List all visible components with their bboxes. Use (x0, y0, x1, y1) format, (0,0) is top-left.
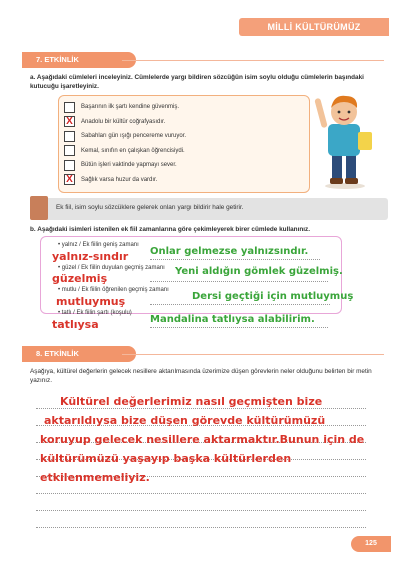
options-list (64, 100, 304, 187)
page-number: 125 (351, 536, 391, 552)
option-text: Sağlık varsa huzur da vardır. (81, 176, 158, 183)
activity7-instruction-a: a. Aşağıdaki cümleleri inceleyiniz. Cümlelerde yargı bildiren sözcüğün isim soylu olduğu cümlelerin başındaki kutucuğu işaretleyiniz. (30, 74, 364, 90)
option-text: Başarının ilk şartı kendine güvenmiş. (81, 104, 180, 111)
option-checkbox[interactable] (64, 145, 75, 156)
item-word: tatlıysa (52, 318, 99, 331)
answer-line-text: aktarıldıysa bize düşen görevde kültürümüzü (44, 414, 326, 427)
activity8-instruction: Aşağıya, kültürel değerlerin gelecek nesillere aktarılmasında üzerimize düşen görevlerin neler olduğunu belirten bir metin yazınız. (30, 368, 372, 384)
child-illustration (310, 90, 380, 190)
info-icon (30, 196, 48, 220)
option-checkbox[interactable] (64, 131, 75, 142)
activity8-rule (122, 354, 384, 355)
item-prompt: • güzel / Ek fiilin duyulan geçmiş zamanı (58, 265, 165, 271)
item-sentence: Dersi geçtiği için mutluymuş (192, 291, 354, 302)
option-checkbox[interactable] (64, 174, 75, 185)
item-sentence: Yeni aldığın gömlek güzelmiş. (175, 266, 343, 277)
answer-line-text: kültürümüzü yaşayıp başka kültürlerden (40, 452, 292, 465)
option-checkbox[interactable] (64, 116, 75, 127)
item-sentence: Mandalina tatlıysa alabilirim. (150, 314, 315, 325)
option-row (64, 158, 304, 173)
chapter-title: MİLLİ KÜLTÜRÜMÜZ (239, 18, 389, 36)
option-checkbox[interactable] (64, 160, 75, 171)
activity7-rule (122, 60, 384, 61)
info-text: Ek fiil, isim soylu sözcüklere gelerek onları yargı bildirir hale getirir. (56, 204, 244, 211)
answer-line (150, 327, 328, 328)
item-sentence: Onlar gelmezse yalnızsındır. (150, 246, 309, 257)
item-word: yalnız-sındır (52, 250, 129, 263)
item-prompt: • tatlı / Ek fiilin şartı (koşulu) (58, 310, 132, 316)
check-x-icon: X (66, 116, 73, 128)
option-text: Anadolu bir kültür coğrafyasıdır. (81, 118, 166, 125)
item-prompt: • mutlu / Ek fiilin öğrenilen geçmiş zamanı (58, 287, 169, 293)
option-row (64, 129, 304, 144)
answer-line (150, 304, 330, 305)
item-word: güzelmiş (52, 272, 108, 285)
answer-line (150, 281, 328, 282)
activity7-title: 7. ETKİNLİK (22, 52, 136, 68)
option-checkbox[interactable] (64, 102, 75, 113)
option-text: Kemal, sınıfın en çalışkan öğrencisiydi. (81, 147, 185, 154)
answer-line (150, 259, 320, 260)
item-prompt: • yalnız / Ek fiilin geniş zamanı (58, 242, 139, 248)
answer-line-text: koruyup gelecek nesillere aktarmaktır.Bunun için de (40, 433, 365, 446)
item-word: mutluymuş (56, 295, 126, 308)
activity8-title: 8. ETKİNLİK (22, 346, 136, 362)
option-row (64, 173, 304, 188)
option-text: Sabahları gün ışığı pencereme vuruyor. (81, 133, 187, 140)
answer-line-text: Kültürel değerlerimiz nasıl geçmişten bize (60, 395, 323, 408)
option-row (64, 100, 304, 115)
check-x-icon: X (66, 174, 73, 186)
answer-line-text: etkilenmemeliyiz. (40, 471, 150, 484)
option-text: Bütün işleri vaktinde yapmayı sever. (81, 162, 177, 169)
activity7-instruction-b: b. Aşağıdaki isimleri istenilen ek fiil zamanlarına göre çekimleyerek birer cümlede kullanınız. (30, 226, 310, 233)
option-row (64, 144, 304, 159)
option-row (64, 115, 304, 130)
